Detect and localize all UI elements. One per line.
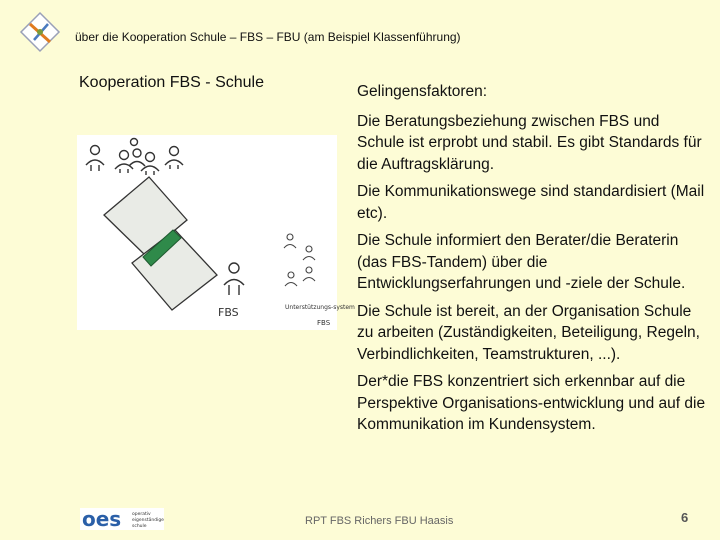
support-system-label: Unterstützungs-system [285,304,355,311]
header-title: über die Kooperation Schule – FBS – FBU (am Beispiel Klassenführung) [75,30,461,44]
header-logo-icon [20,12,60,52]
svg-text:schule: schule [132,524,147,529]
content-paragraph: Die Kommunikationswege sind standardisiert (Mail etc). [357,183,705,222]
svg-text:operativ: operativ [132,512,151,517]
school-group-icon [86,139,183,176]
content-paragraph: Der*die FBS konzentriert sich erkennbar auf die Perspektive Organisations-entwicklung und auf die Kommunikation im Kundensystem. [357,373,706,433]
content-heading: Gelingensfaktoren: [357,83,488,100]
svg-text:oes: oes [82,507,122,531]
svg-text:eigenständige: eigenständige [132,518,164,523]
content-paragraph: Die Beratungsbeziehung zwischen FBS und Schule ist erprobt und stabil. Es gibt Standards für die Auftragsklärung. [357,112,702,173]
fbs-label: FBS [218,306,239,319]
content-column [357,81,707,442]
fbs-person-icon [224,263,244,295]
section-title: Kooperation FBS - Schule [79,74,264,91]
content-paragraph: Die Schule ist bereit, an der Organisation Schule zu arbeiten (Zuständigkeiten, Beteiligung, Regeln, Verbindlichkeiten, Teamstrukturen, ...). [357,302,700,363]
support-system-fbs-label: FBS [317,319,331,327]
cooperation-illustration [77,135,355,330]
content-paragraph: Die Schule informiert den Berater/die Beraterin (das FBS-Tandem) über die Entwicklungserfahrungen und -ziele der Schule. [357,232,686,292]
support-system-icon [284,234,315,286]
oes-logo [80,508,164,530]
footer-text: RPT FBS Richers FBU Haasis [305,515,454,527]
page-number: 6 [681,510,689,525]
